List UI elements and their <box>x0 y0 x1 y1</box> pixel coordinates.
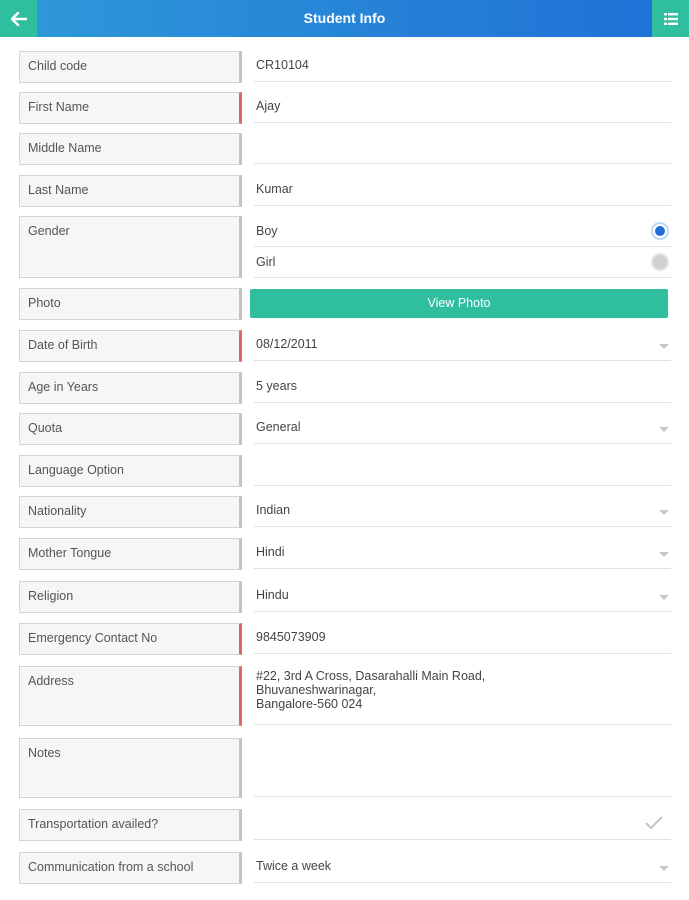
quota-label: Quota <box>19 413 242 445</box>
menu-button[interactable] <box>652 0 689 37</box>
photo-row <box>19 288 671 320</box>
religion-value: Hindu <box>256 588 289 602</box>
age-row <box>19 372 671 404</box>
religion-label: Religion <box>19 581 242 613</box>
religion-row <box>19 581 671 613</box>
language-field[interactable] <box>254 455 671 486</box>
transport-field[interactable] <box>254 809 671 840</box>
dob-label: Date of Birth <box>19 330 242 362</box>
mother-tongue-label: Mother Tongue <box>19 538 242 570</box>
notes-row <box>19 738 671 798</box>
first-name-field[interactable]: Ajay <box>254 92 671 123</box>
gender-row <box>19 216 671 278</box>
emergency-row <box>19 623 671 655</box>
gender-label: Gender <box>19 216 242 278</box>
notes-field[interactable] <box>254 738 671 797</box>
list-icon <box>664 13 678 25</box>
nationality-row <box>19 496 671 528</box>
address-field[interactable]: #22, 3rd A Cross, Dasarahalli Main Road, Bhuvaneshwarinagar, Bangalore-560 024 <box>254 666 671 725</box>
gender-option-girl[interactable] <box>254 247 671 278</box>
language-label: Language Option <box>19 455 242 487</box>
language-row <box>19 455 671 487</box>
nationality-value: Indian <box>256 503 291 517</box>
last-name-label: Last Name <box>19 175 242 207</box>
notes-label: Notes <box>19 738 242 798</box>
first-name-label: First Name <box>19 92 242 124</box>
middle-name-field[interactable] <box>254 133 671 164</box>
mother-tongue-select[interactable] <box>254 538 671 569</box>
age-field[interactable]: 5 years <box>254 372 671 403</box>
emergency-field[interactable]: 9845073909 <box>254 623 671 654</box>
radio-selected-icon[interactable] <box>651 222 669 240</box>
photo-label: Photo <box>19 288 242 320</box>
middle-name-row <box>19 133 671 165</box>
communication-label: Communication from a school <box>19 852 242 884</box>
dob-value: 08/12/2011 <box>256 337 318 351</box>
dob-field[interactable] <box>254 330 671 361</box>
middle-name-label: Middle Name <box>19 133 242 165</box>
mother-tongue-value: Hindi <box>256 545 285 559</box>
chevron-down-icon <box>659 866 669 871</box>
gender-option-label: Girl <box>256 255 276 269</box>
nationality-label: Nationality <box>19 496 242 528</box>
chevron-down-icon <box>659 510 669 515</box>
mother-tongue-row <box>19 538 671 570</box>
checkmark-icon[interactable] <box>645 816 663 830</box>
gender-option-boy[interactable] <box>254 216 671 247</box>
child-code-label: Child code <box>19 51 242 83</box>
chevron-down-icon <box>659 552 669 557</box>
dob-row <box>19 330 671 362</box>
top-app-bar <box>0 0 689 37</box>
address-row <box>19 666 671 726</box>
quota-row <box>19 413 671 445</box>
communication-row <box>19 852 671 884</box>
transport-row <box>19 809 671 841</box>
quota-select[interactable] <box>254 413 671 444</box>
child-code-field[interactable]: CR10104 <box>254 51 671 82</box>
chevron-down-icon <box>659 427 669 432</box>
radio-unselected-icon[interactable] <box>651 253 669 271</box>
chevron-down-icon <box>659 595 669 600</box>
last-name-field[interactable]: Kumar <box>254 175 671 206</box>
communication-value: Twice a week <box>256 859 332 873</box>
view-photo-button[interactable]: View Photo <box>250 289 668 318</box>
nationality-select[interactable] <box>254 496 671 527</box>
religion-select[interactable] <box>254 581 671 612</box>
last-name-row <box>19 175 671 207</box>
communication-select[interactable] <box>254 852 671 883</box>
page-title: Student Info <box>303 10 386 26</box>
transport-label: Transportation availed? <box>19 809 242 841</box>
quota-value: General <box>256 420 301 434</box>
child-code-row <box>19 51 671 83</box>
chevron-down-icon <box>659 344 669 349</box>
gender-option-label: Boy <box>256 224 278 238</box>
first-name-row <box>19 92 671 124</box>
emergency-label: Emergency Contact No <box>19 623 242 655</box>
address-label: Address <box>19 666 242 726</box>
age-label: Age in Years <box>19 372 242 404</box>
